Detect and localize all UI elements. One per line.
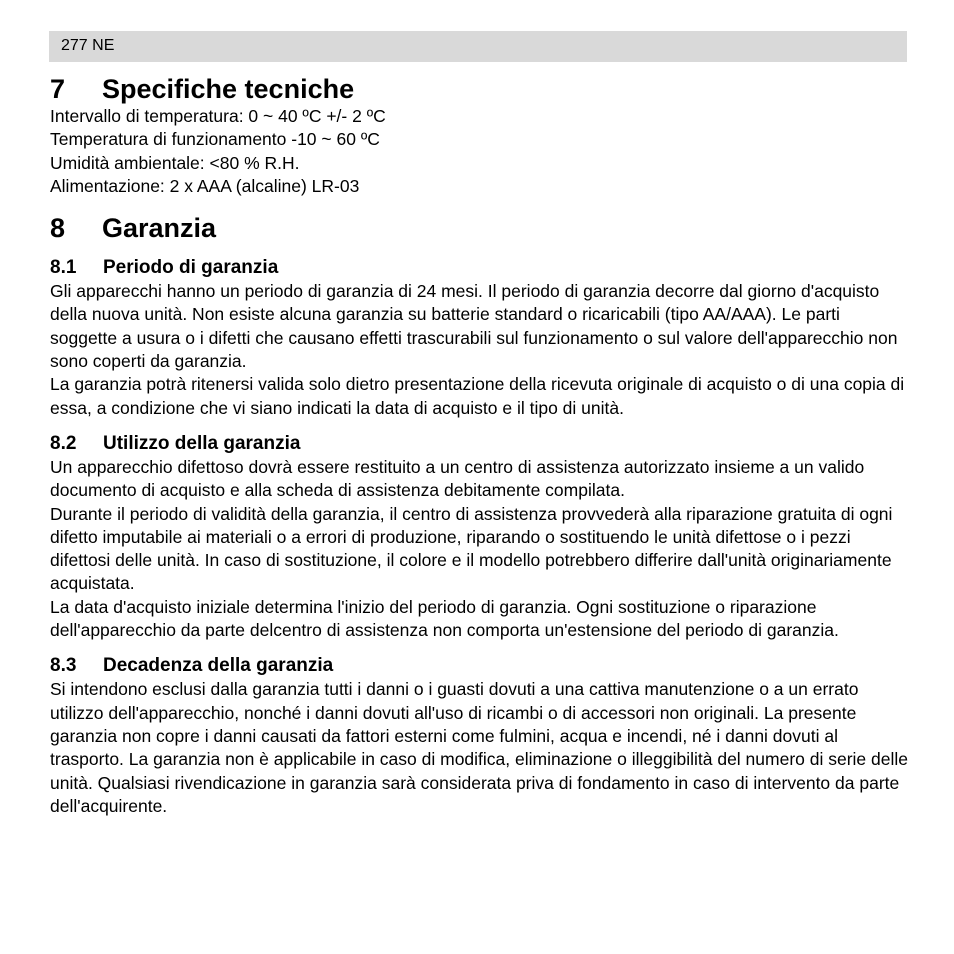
subsection-8-1-number: 8.1 <box>50 257 77 279</box>
spec-humidity: Umidità ambientale: <80 % R.H. <box>50 152 300 173</box>
subsection-8-2-heading <box>50 432 910 456</box>
spec-operating-temperature: Temperatura di funzionamento -10 ~ 60 ºC <box>50 129 380 150</box>
subsection-8-3-title: Decadenza della garanzia <box>103 655 334 677</box>
paragraph: La data d'acquisto iniziale determina l'inizio del periodo di garanzia. Ogni sostituzione o riparazione dell'apparecchio da parte delcentro di assistenza non comporta un'estensione del periodo di garanzia. <box>50 596 839 641</box>
section-8-heading <box>50 212 910 244</box>
paragraph: Si intendono esclusi dalla garanzia tutti i danni o i guasti dovuti a una cattiva manutenzione o a un errato utilizzo dell'apparecchio, nonché i danni dovuti all'uso di ricambi o di accessori non originali. La presente garanzia non copre i danni causati da fattori esterni come fulmini, acqua e incendi, né i danni dovuti al trasporto. La garanzia non è applicabile in caso di modifica, eliminazione o illeggibilità del numero di serie delle unità. Qualsiasi rivendicazione in garanzia sarà considerata priva di fondamento in caso di intervento da parte dell'acquirente. <box>50 679 908 816</box>
subsection-8-2-title: Utilizzo della garanzia <box>103 432 301 454</box>
paragraph: La garanzia potrà ritenersi valida solo dietro presentazione della ricevuta originale di acquisto o di una copia di essa, a condizione che vi siano indicati la data di acquisto e il tipo di unità. <box>50 374 905 418</box>
section-7-heading <box>50 73 910 105</box>
paragraph: Gli apparecchi hanno un periodo di garanzia di 24 mesi. Il periodo di garanzia decorre dal giorno d'acquisto della nuova unità. Non esiste alcuna garanzia su batterie standard o ricaricabili (tipo AA/AAA). Le parti soggette a usura o i difetti che causano effetti trascurabili sul funzionamento o sul valore dell'apparecchio non sono coperti da garanzia. <box>50 281 898 372</box>
subsection-8-1-title: Periodo di garanzia <box>103 257 279 279</box>
section-8-number: 8 <box>50 213 66 244</box>
document-body <box>50 73 910 818</box>
subsection-8-1-heading <box>50 256 910 280</box>
model-code: 277 NE <box>61 37 115 54</box>
specs-list <box>50 105 910 198</box>
header-bar <box>49 31 907 62</box>
spec-power-supply: Alimentazione: 2 x AAA (alcaline) LR-03 <box>50 175 360 196</box>
section-8-title: Garanzia <box>102 213 217 244</box>
subsection-8-3-number: 8.3 <box>50 655 77 677</box>
spec-temperature-range: Intervallo di temperatura: 0 ~ 40 ºC +/- 2 ºC <box>50 106 386 126</box>
paragraph: Durante il periodo di validità della garanzia, il centro di assistenza provvederà alla riparazione gratuita di ogni difetto imputabile ai materiali o a errori di produzione, riparando o sostituendo le unità difettose o i pezzi difettosi delle unità. In caso di sostituzione, il colore e il modello potrebbero differire dall'unità originariamente acquistata. <box>50 503 893 594</box>
subsection-8-3-heading <box>50 654 910 678</box>
paragraph: Un apparecchio difettoso dovrà essere restituito a un centro di assistenza autorizzato insieme a un valido documento di acquisto e alla scheda di assistenza debitamente compilata. <box>50 456 865 501</box>
section-7-title: Specifiche tecniche <box>102 74 355 104</box>
subsection-8-2-number: 8.2 <box>50 432 77 454</box>
section-7-number: 7 <box>50 74 66 104</box>
